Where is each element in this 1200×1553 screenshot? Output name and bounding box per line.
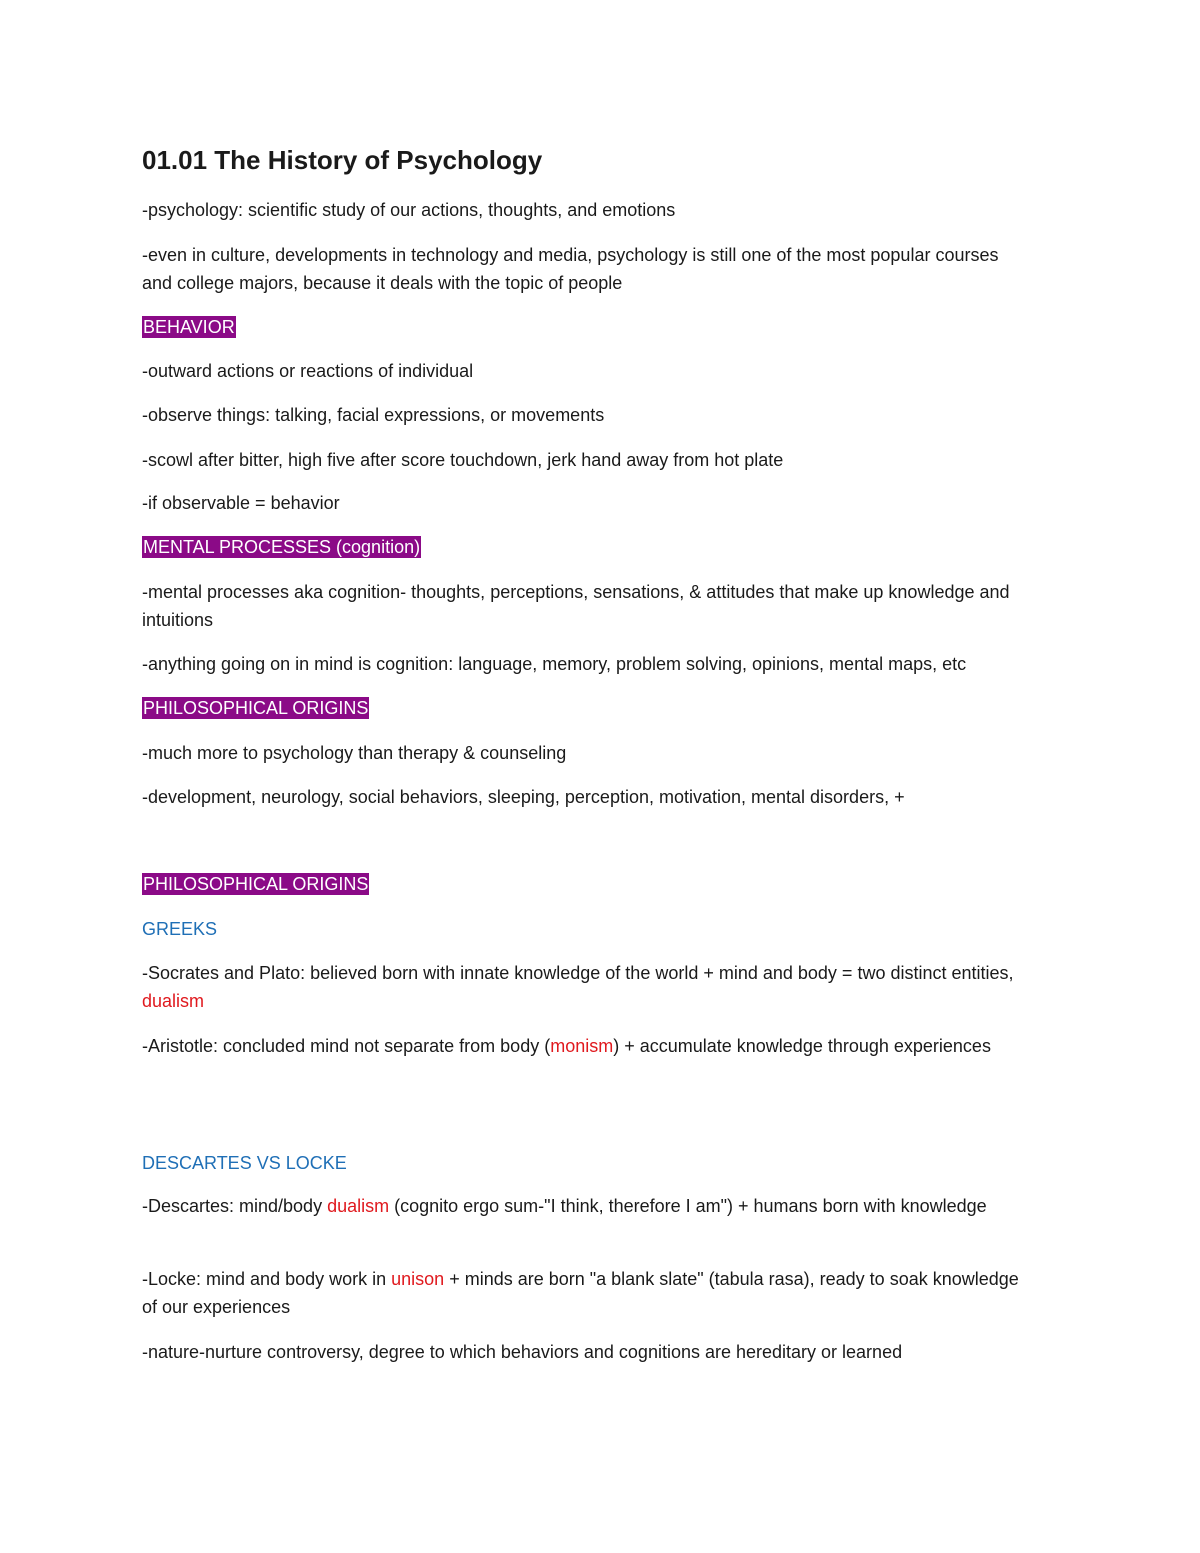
note-text: + minds are born "a blank slate" (tabula rasa), ready to soak knowledge of our experiences <box>142 1269 1019 1317</box>
note-text: -Socrates and Plato: believed born with innate knowledge of the world + mind and body = two distinct entities, <box>142 963 1014 983</box>
note-line <box>142 959 1042 1015</box>
note-line: -if observable = behavior <box>142 493 340 513</box>
note-text: -Aristotle: concluded mind not separate from body ( <box>142 1036 551 1056</box>
section-heading-philosophical-origins <box>142 694 1072 722</box>
definition-line: -psychology: scientific study of our actions, thoughts, and emotions <box>142 200 676 220</box>
highlight-philosophical-origins: PHILOSOPHICAL ORIGINS <box>143 874 369 894</box>
note-line: -scowl after bitter, high five after score touchdown, jerk hand away from hot plate <box>142 450 784 470</box>
note-line: -anything going on in mind is cognition: language, memory, problem solving, opinions, mental maps, etc <box>142 654 967 674</box>
section-heading-mental-processes <box>142 533 1072 561</box>
note-line: -much more to psychology than therapy & counseling <box>142 743 567 763</box>
note-line: -nature-nurture controversy, degree to which behaviors and cognitions are hereditary or learned <box>142 1342 903 1362</box>
note-line <box>142 1192 1022 1220</box>
highlight-behavior: BEHAVIOR <box>143 317 235 337</box>
highlight-mental-processes: MENTAL PROCESSES (cognition) <box>143 537 421 557</box>
subheading-greeks: GREEKS <box>142 919 218 939</box>
key-term-unison: unison <box>391 1269 445 1289</box>
key-term-monism: monism <box>550 1036 614 1056</box>
note-line: -development, neurology, social behaviors, sleeping, perception, motivation, mental disorders, + <box>142 787 905 807</box>
note-text: ) + accumulate knowledge through experiences <box>613 1036 991 1056</box>
note-text: -Locke: mind and body work in <box>142 1269 392 1289</box>
note-line <box>142 1032 1002 1060</box>
note-line <box>142 1265 1022 1321</box>
note-text: -Descartes: mind/body <box>142 1196 328 1216</box>
highlight-philosophical-origins: PHILOSOPHICAL ORIGINS <box>143 698 369 718</box>
note-text: (cognito ergo sum-"I think, therefore I am") + humans born with knowledge <box>389 1196 987 1216</box>
page-title: 01.01 The History of Psychology <box>142 145 543 175</box>
section-heading-philosophical-origins <box>142 870 1072 898</box>
key-term-dualism: dualism <box>142 991 205 1011</box>
note-line: -observe things: talking, facial expressions, or movements <box>142 405 605 425</box>
section-heading-behavior <box>142 313 1072 341</box>
note-line: -even in culture, developments in technology and media, psychology is still one of the most popular courses and college majors, because it deals with the topic of people <box>142 245 999 293</box>
note-line: -outward actions or reactions of individual <box>142 361 474 381</box>
subheading-descartes-vs-locke: DESCARTES VS LOCKE <box>142 1153 347 1173</box>
key-term-dualism: dualism <box>327 1196 390 1216</box>
note-line: -mental processes aka cognition- thoughts, perceptions, sensations, & attitudes that make up knowledge and intuitions <box>142 582 1010 630</box>
